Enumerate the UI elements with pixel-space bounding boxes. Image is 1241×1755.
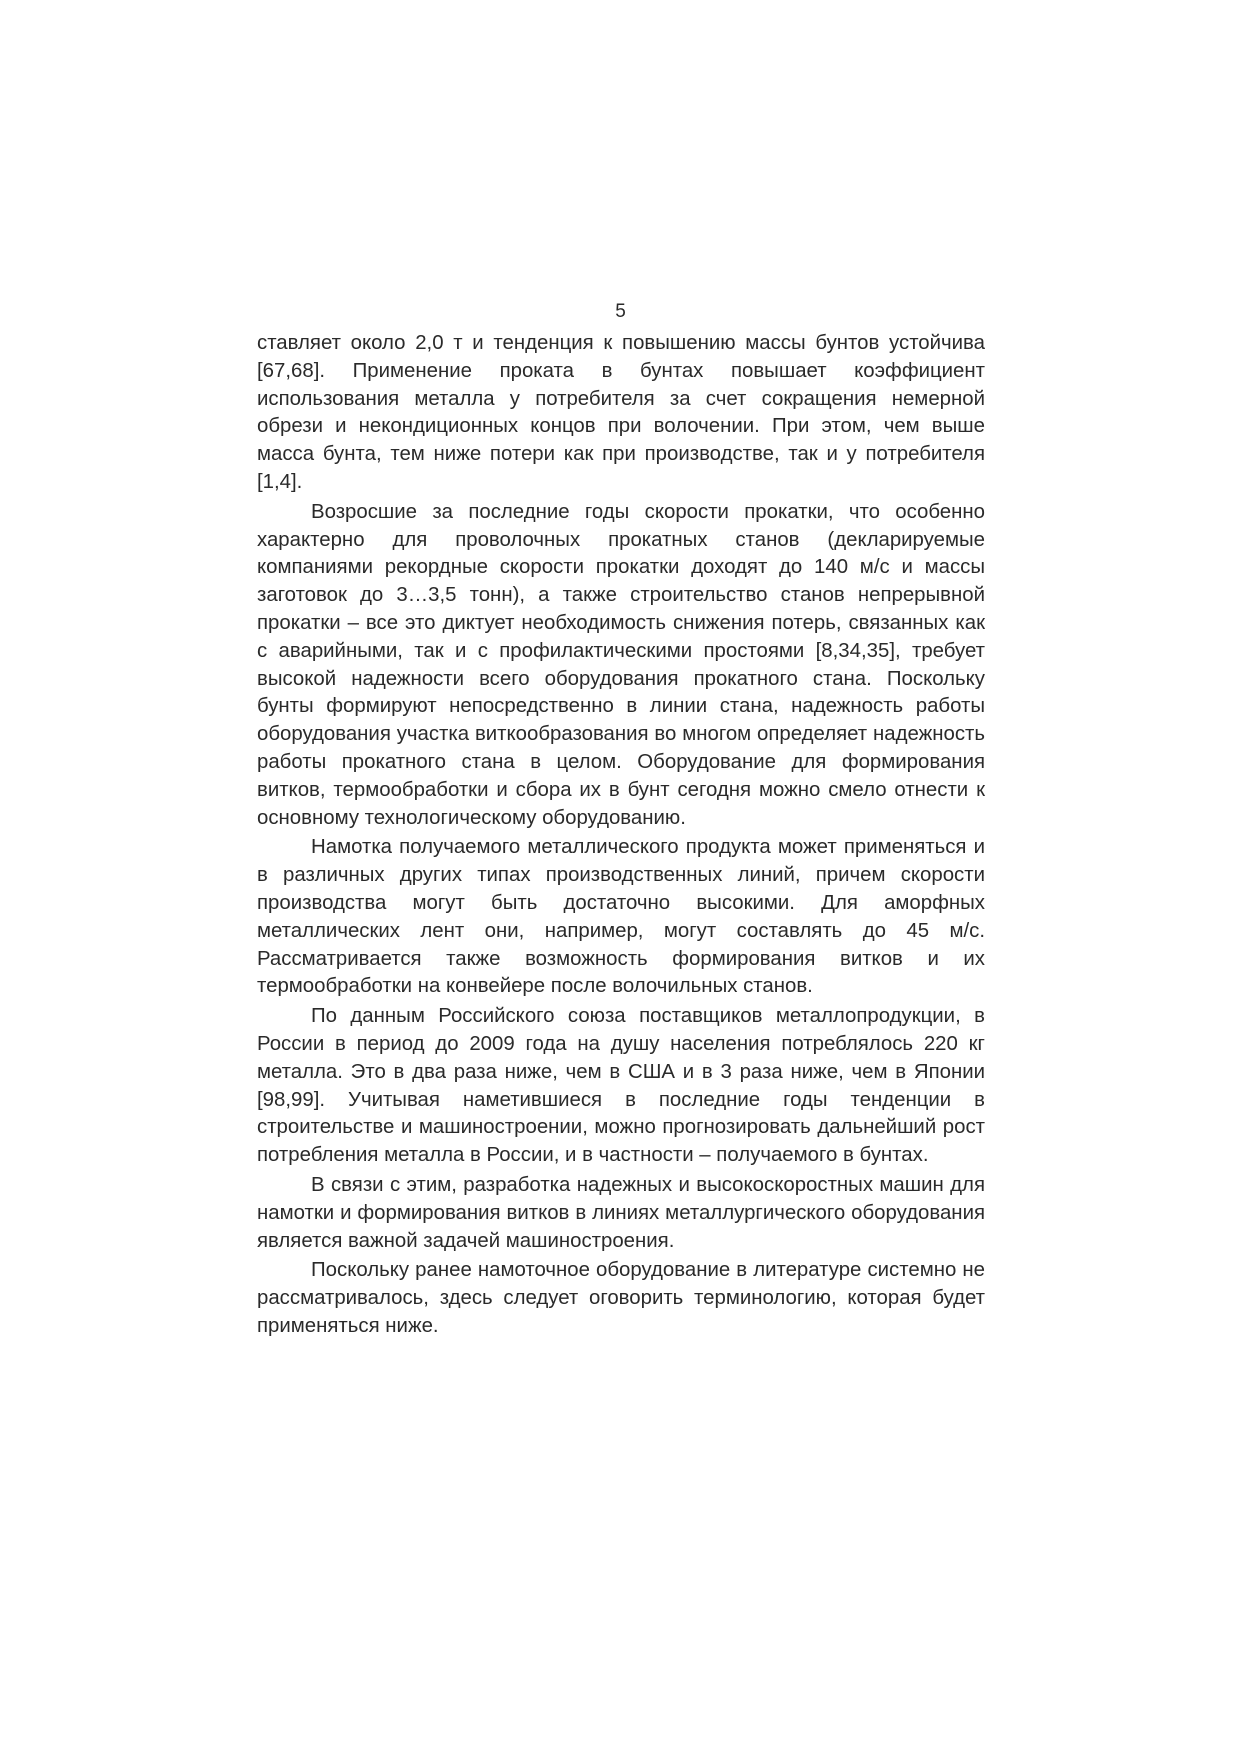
paragraph-terminology: Поскольку ранее намоточное оборудование в литературе системно не рассматривалось, здесь следует оговорить терминологию, которая будет применяться ниже. — [257, 1259, 985, 1337]
paragraph-winding-lines: Намотка получаемого металлического продукта может применяться и в различных других типах производственных линий, причем скорости производства могут быть достаточно высокими. Для аморфных металлических лент они, например, могут составлять до 45 м/с. Рассматривается также возможность формирования витков и их термообработки на конвейере после волочильных станов. — [257, 836, 985, 998]
paragraph-development-task: В связи с этим, разработка надежных и высокоскоростных машин для намотки и формирования витков в линиях металлургического оборудования является важной задачей машиностроения. — [257, 1173, 985, 1252]
paragraph-metal-consumption: По данным Российского союза поставщиков металлопродукции, в России в период до 2009 года на душу населения потреблялось 220 кг металла. Это в два раза ниже, чем в США и в 3 раза ниже, чем в Японии [98,99]. Учитывая наметившиеся в последние годы тенденции в строительстве и машиностроении, можно прогнозировать дальнейший рост потребления металла в России, и в частности – получаемого в бунтах. — [257, 1005, 985, 1167]
page-number: 5 — [615, 301, 626, 322]
paragraph-rolling-speeds: Возросшие за последние годы скорости прокатки, что особенно характерно для проволочных прокатных станов (декларируемые компаниями рекордные скорости прокатки доходят до 140 м/с и массы заготовок до 3…3,5 тонн), а также строительство станов непрерывной прокатки – все это диктует необходимость снижения потерь, связанных как с аварийными, так и с профилактическими простоями [8,34,35], требует высокой надежности всего оборудования прокатного стана. Поскольку бунты формируют непосредственно в линии стана, надежность работы оборудования участка виткообразования во многом определяет надежность работы прокатного стана в целом. Оборудование для формирования витков, термообработки и сбора их в бунт сегодня можно смело отнести к основному технологическому оборудованию. — [257, 500, 985, 829]
body-text — [257, 330, 985, 1341]
paragraph-continuation: ставляет около 2,0 т и тенденция к повышению массы бунтов устойчива [67,68]. Применение проката в бунтах повышает коэффициент использования металла у потребителя за счет сокращения немерной обрези и некондиционных концов при волочении. При этом, чем выше масса бунта, тем ниже потери как при производстве, так и у потребителя [1,4]. — [257, 332, 985, 493]
